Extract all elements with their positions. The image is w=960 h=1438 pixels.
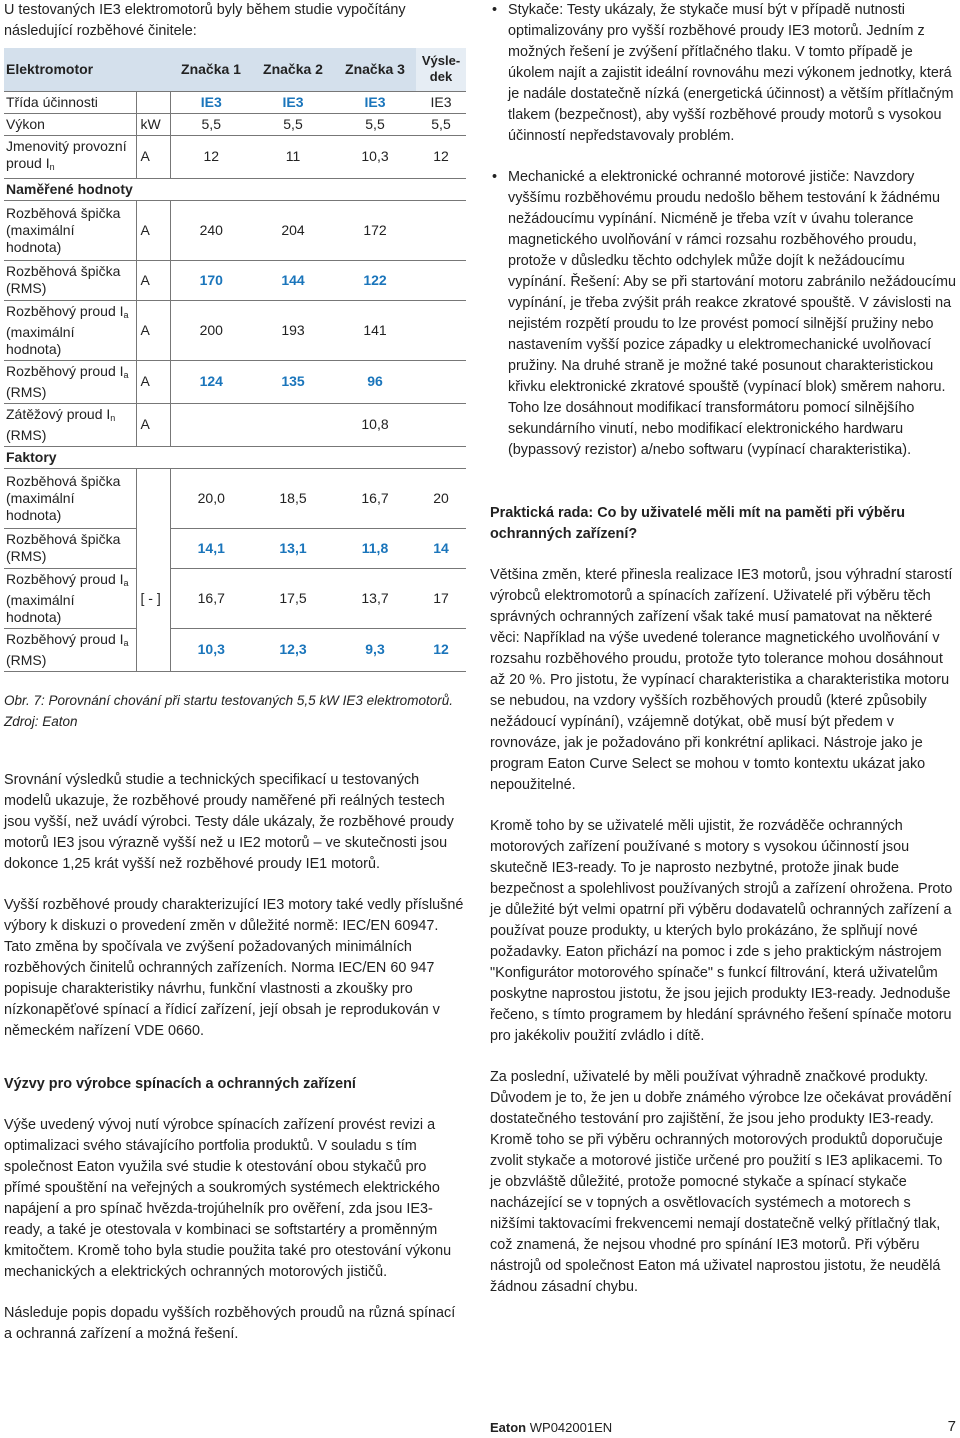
table-cell: 17 xyxy=(416,568,466,628)
section-heading: Praktická rada: Co by uživatelé měli mít na paměti při výběru ochranných zařízení? xyxy=(490,505,906,542)
section-title: Faktory xyxy=(4,446,466,468)
row-label: Jmenovitý provozní proud $I_n$ xyxy=(4,135,136,178)
table-cell: 20 xyxy=(416,468,466,528)
table-cell: 13,7 xyxy=(334,568,416,628)
table-cell: 135 xyxy=(252,360,334,403)
table-cell: 11,8 xyxy=(334,528,416,568)
table-cell: 10,8 xyxy=(334,403,416,446)
unit-cell: A xyxy=(136,403,170,446)
unit-cell: A xyxy=(136,260,170,300)
paragraph: Většina změn, které přinesla realizace IE3 motorů, jsou výhradní starostí výrobců elektromotorů a spínacích zařízení. Uživatelé při výběru těch správných ochranných zařízení však také musí pamatovat na některé věci: Například na výše uvedené tolerance magnetického uvolňování v rozsahu rozběhového proudu, protože tyto tolerance mohou dosáhnout až 20 %. Pro jistotu, že vypínací charakteristika a charakteristika motoru se nebudou, na vzdory vyšších rozběhových proudů (které způsobily nežádoucí vypínání), vzájemně dotýkat, obě musí být předem v rovnováze, jak je požadováno při konkrétní aplikaci. Nástroje jako je program Eaton Curve Select se mohou v tomto kontextu ukázat jako nepoužitelné. xyxy=(490,567,953,793)
table-cell: 14,1 xyxy=(170,528,252,568)
left-column xyxy=(4,0,466,1345)
table-cell: 5,5 xyxy=(334,113,416,135)
table-cell: 13,1 xyxy=(252,528,334,568)
header-brand-3: Značka 3 xyxy=(334,48,416,91)
table-row xyxy=(4,135,466,178)
table-cell: 20,0 xyxy=(170,468,252,528)
paragraph: Následuje popis dopadu vyšších rozběhových proudů na různá spínací a ochranná zařízení a možná řešení. xyxy=(4,1304,456,1342)
table-cell: 193 xyxy=(252,300,334,360)
table-cell: 5,5 xyxy=(252,113,334,135)
header-electromotor: Elektromotor xyxy=(4,48,136,91)
paragraph: Výše uvedený vývoj nutí výrobce spínacích zařízení provést revizi a optimalizaci svého stávajícího portfolia produktů. V souladu s tím společnost Eaton využila své studie k otestování obou stykačů pro přímé spouštění na veřejných a soukromých systémech elektrického napájení a pro spínač hvězda-trojúhelník pro ověření, zda jsou IE3-ready, a také je otestovala v kombinaci se softstartéry a proměnným kmitočtem. Kromě toho byla studie použita také pro otestování výkonu mechanických a elektrických ochranných motorových jističů. xyxy=(4,1116,452,1280)
table-cell: 122 xyxy=(334,260,416,300)
row-label: Rozběhová špička (maximální hodnota) xyxy=(4,200,136,260)
row-label: Rozběhová špička (RMS) xyxy=(4,260,136,300)
header-brand-2: Značka 2 xyxy=(252,48,334,91)
table-cell: 200 xyxy=(170,300,252,360)
table-cell: 18,5 xyxy=(252,468,334,528)
table-cell: IE3 xyxy=(334,91,416,113)
table-cell: 9,3 xyxy=(334,628,416,671)
table-cell: 172 xyxy=(334,200,416,260)
unit-cell: A xyxy=(136,300,170,360)
section-heading: Výzvy pro výrobce spínacích a ochranných zařízení xyxy=(4,1075,356,1092)
row-label: Zátěžový proud $I_n$ (RMS) xyxy=(4,403,136,446)
table-cell: 10,3 xyxy=(334,135,416,178)
table-row xyxy=(4,91,466,113)
unit-cell: A xyxy=(136,360,170,403)
table-cell: 12 xyxy=(416,628,466,671)
row-label: Rozběhový proud $I_a$ (RMS) xyxy=(4,360,136,403)
row-label: Rozběhová špička (maximální hodnota) xyxy=(4,468,136,528)
header-result: Výsle- dek xyxy=(416,48,466,91)
table-cell: 12 xyxy=(170,135,252,178)
table-row xyxy=(4,113,466,135)
section-factors-row xyxy=(4,446,466,468)
row-label: Rozběhový proud $I_a$ (RMS) xyxy=(4,628,136,671)
header-brand-1: Značka 1 xyxy=(170,48,252,91)
table-row xyxy=(4,468,466,528)
paragraph: Kromě toho by se uživatelé měli ujistit, že rozváděče ochranných motorových zařízení používané s motory s vysokou účinností jsou skutečně IE3-ready. To je naprosto nezbytné, protože jinak bude bezpečnost a spolehlivost používaných strojů a zařízení ohrožena. Proto je důležité být velmi opatrní při výběru dodavatelů ochranných zařízení a používat pouze produkty, u kterých bylo prokázáno, že splňují nové požadavky. Eaton přichází na pomoc i zde s jeho praktickým nástrojem "Konfigurátor motorového spínače" s funkcí filtrování, která uživatelům poskytne naprostou jistotu, že jsou jejich produkty IE3-ready. Jednoduše řečeno, s tímto programem by hledání správného řešení spínače motoru pro jakékoliv použití zvládlo i dítě. xyxy=(490,818,953,1044)
bullet-item: • Mechanické a elektronické ochranné motorové jističe: Navzdory vyššímu rozběhovému proudu nedošlo během testování k žádnému nežádoucímu vypínání. Nicméně je třeba vzít v úvahu tolerance magnetického uvolňování v rámci rozsahu rozběhového proudu, protože v důsledku těchto odchylek může dojít k nežádoucímu vypínání. Řešení: Aby se při startování motoru zabránilo nežádoucímu vypínání, je třeba zvýšit práh reakce zkratové spouště. V závislosti na nejistém rozpětí proudu to lze provést pomocí silnější pružiny nebo nastavením vyšší pozice západky u elektromechanické uvolňovací pružiny. Na druhé straně je možné také posunout charakteristickou křivku elektronické zkratové spouště (vypínací blok) směrem nahoru. Toho lze dosáhnout modifikací transformátoru pomocí silnějšího sekundárního vinutí, nebo modifikací elektronického hardwaru (bypassový rezistor) a/nebo softwaru (vypínací charakteristika). xyxy=(490,167,956,461)
table-cell: 16,7 xyxy=(334,468,416,528)
comparison-table xyxy=(4,48,466,672)
table-row xyxy=(4,568,466,628)
page-number: 7 xyxy=(947,1418,956,1435)
footer-brand: Eaton xyxy=(490,1420,527,1435)
table-cell: 5,5 xyxy=(170,113,252,135)
page-footer xyxy=(490,1420,956,1436)
figure-caption: Obr. 7: Porovnání chování při startu testovaných 5,5 kW IE3 elektromotorů. Zdroj: Eaton xyxy=(4,692,453,729)
table-cell: IE3 xyxy=(416,91,466,113)
table-cell: 12 xyxy=(416,135,466,178)
table-row xyxy=(4,200,466,260)
right-column xyxy=(490,0,956,1298)
table-cell: 96 xyxy=(334,360,416,403)
table-header-row xyxy=(4,48,466,91)
table-cell: 170 xyxy=(170,260,252,300)
bullet-item: • Stykače: Testy ukázaly, že stykače musí být v případě nutnosti optimalizovány pro vyšší rozběhové proudy IE3 motorů. Jedním z možných řešení je zvýšení přítlačného tlaku. V tomto případě je úkolem najít a zajistit ideální rovnováhu mezi výkonem jednotky, která je nadále dostatečně nízká (energetická účinnost) a větším přítlačným tlakem (bezpečnost), aby vyšší rozběhové proudy motorů s vysokou účinností nepředstavovaly problém. xyxy=(490,0,956,147)
table-cell: 10,3 xyxy=(170,628,252,671)
intro-text: U testovaných IE3 elektromotorů byly během studie vypočítány následující rozběhové činitele: xyxy=(4,2,406,39)
table-cell: 141 xyxy=(334,300,416,360)
table-row xyxy=(4,360,466,403)
table-cell: IE3 xyxy=(252,91,334,113)
table-cell: 124 xyxy=(170,360,252,403)
table-row xyxy=(4,403,466,446)
table-cell: 204 xyxy=(252,200,334,260)
unit-cell: A xyxy=(136,200,170,260)
table-row xyxy=(4,628,466,671)
unit-cell: A xyxy=(136,135,170,178)
table-cell: 14 xyxy=(416,528,466,568)
row-label: Třída účinnosti xyxy=(4,91,136,113)
table-cell: 240 xyxy=(170,200,252,260)
paragraph: Vyšší rozběhové proudy charakterizující IE3 motory také vedly příslušné výbory k diskuzi o provedení změn v důležité normě: IEC/EN 60947. Tato změna by spočívala ve zvýšení požadovaných minimálních rozběhových činitelů ochranných zařízeních. Norma IEC/EN 60 947 popisuje charakteristiky návrhu, funkční vlastnosti a zkoušky pro nízkonapěťové spínací a řídicí zařízení, její obsah je reprodukován v německém nařízení VDE 0660. xyxy=(4,896,464,1039)
row-label: Rozběhová špička (RMS) xyxy=(4,528,136,568)
table-row xyxy=(4,260,466,300)
table-row xyxy=(4,300,466,360)
table-cell: 16,7 xyxy=(170,568,252,628)
table-cell: 11 xyxy=(252,135,334,178)
row-label: Výkon xyxy=(4,113,136,135)
table-cell: 12,3 xyxy=(252,628,334,671)
section-measured-row xyxy=(4,178,466,200)
table-row xyxy=(4,528,466,568)
row-label: Rozběhový proud $I_a$ (maximální hodnota) xyxy=(4,300,136,360)
footer-doc-number: WP042001EN xyxy=(529,1420,613,1435)
row-label: Rozběhový proud $I_a$ (maximální hodnota) xyxy=(4,568,136,628)
table-cell: 5,5 xyxy=(416,113,466,135)
section-title: Naměřené hodnoty xyxy=(4,178,466,200)
table-cell: 144 xyxy=(252,260,334,300)
paragraph: Za poslední, uživatelé by měli používat výhradně značkové produkty. Důvodem je to, že jen u dobře známého výrobce lze očekávat provádění dostatečného testování pro zajištění, že jsou jeho produkty IE3-ready. Kromě toho se při výběru ochranných motorových produktů doporučuje zvolit stykače a motorové jističe určené pro použití s IE3 aplikacemi. To je obzvláště důležité, protože pomocné stykače a spínací stykače nacházející se v topných a osvětlovacích systémech a motorech s nižšími taktovacími frekvencemi nemají dostatečně velký přítlačný tlak, což znamená, že nejsou vhodné pro spínání IE3 motorů. Při výběru nástrojů od společnost Eaton má uživatel naprostou jistotu, že neudělá žádnou zásadní chybu. xyxy=(490,1069,952,1295)
table-cell: IE3 xyxy=(170,91,252,113)
bullet-list xyxy=(490,0,956,461)
table-cell: 17,5 xyxy=(252,568,334,628)
unit-cell: [ - ] xyxy=(136,568,170,628)
unit-cell: kW xyxy=(136,113,170,135)
paragraph: Srovnání výsledků studie a technických specifikací u testovaných modelů ukazuje, že rozběhové proudy naměřené při reálných testech jsou vyšší, než uvádí výrobci. Testy dále ukázaly, že rozběhové proudy motorů IE3 jsou výrazně vyšší než u IE2 motorů – ve skutečnosti jsou dokonce 1,25 krát vyšší než rozběhové proudy IE1 motorů. xyxy=(4,771,454,872)
